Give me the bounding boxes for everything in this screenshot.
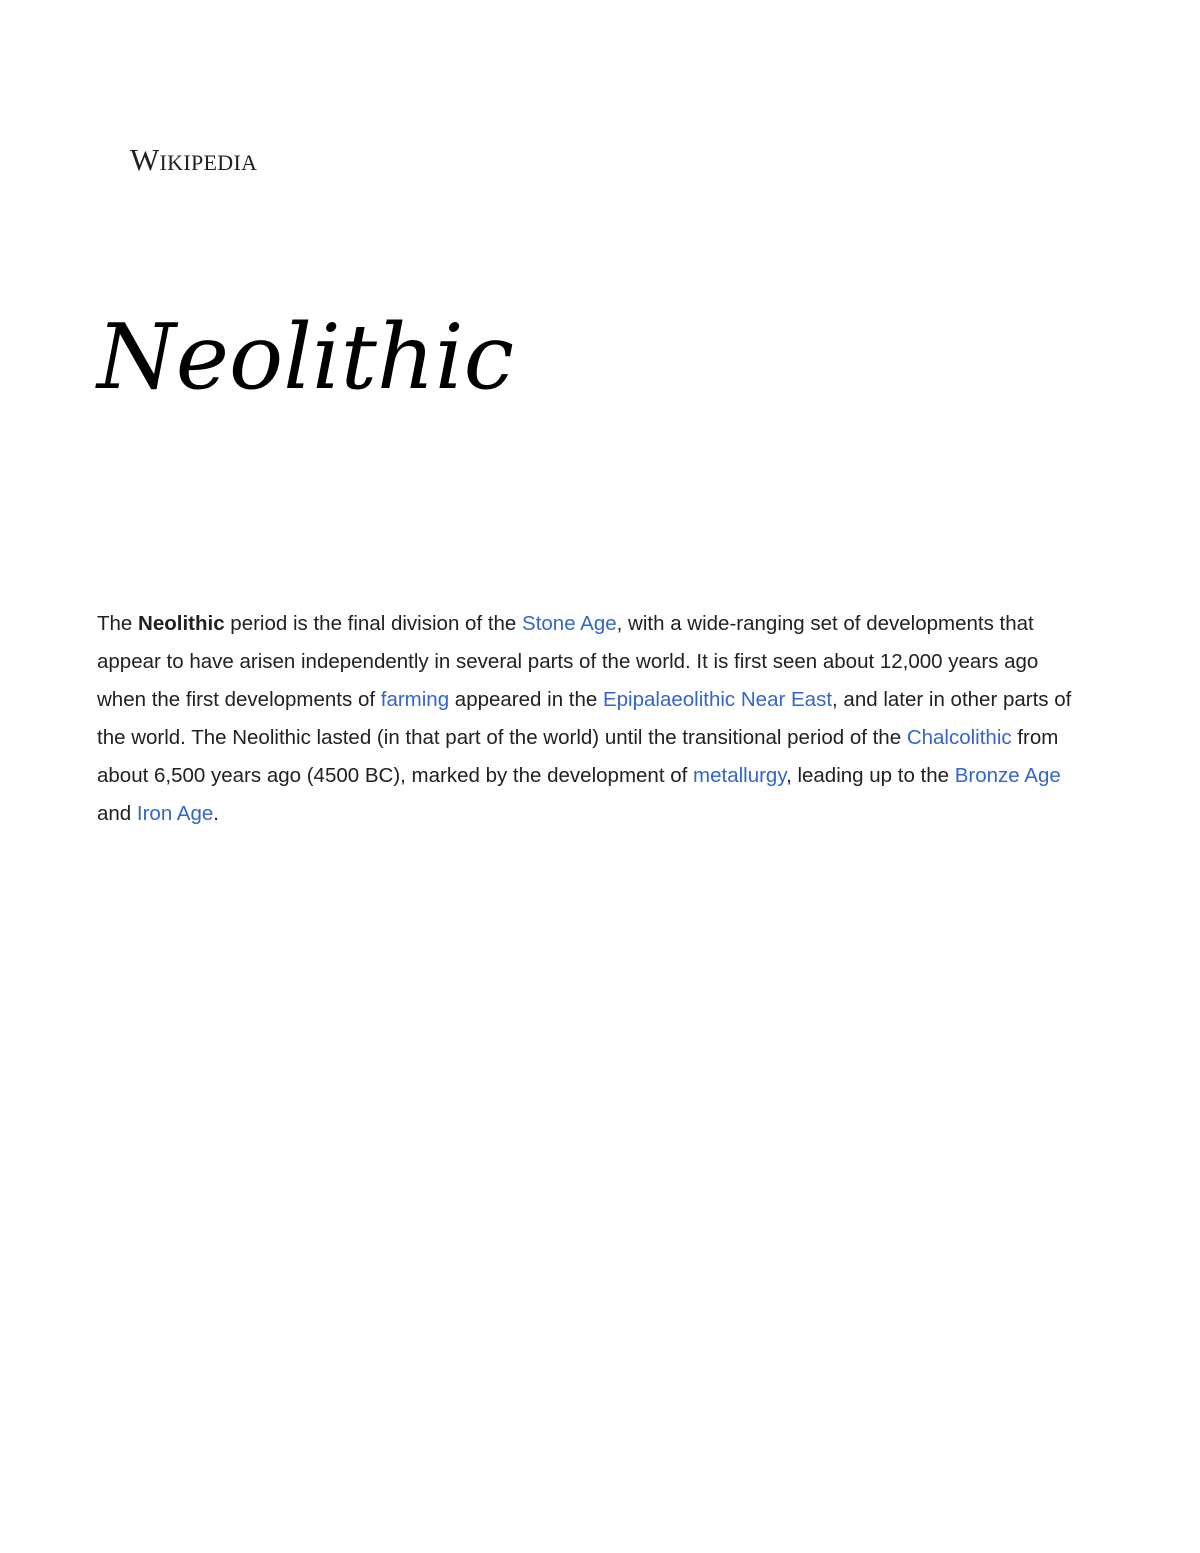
wikipedia-wordmark-logo[interactable]: Wikipedia [130, 142, 258, 177]
link-stone-age[interactable]: Stone Age [522, 612, 617, 635]
link-chalcolithic[interactable]: Chalcolithic [906, 726, 1012, 749]
link-farming[interactable]: farming [380, 688, 450, 711]
lead-text: . [213, 802, 219, 825]
link-metallurgy[interactable]: metallurgy [693, 764, 787, 787]
link-epipalaeolithic-near-east[interactable]: Epipalaeolithic Near East [602, 688, 833, 711]
link-iron-age[interactable]: Iron Age [136, 802, 214, 825]
lead-text: and [97, 802, 137, 825]
lead-text: , and later in other parts of the world. The Neolithic lasted (in that part of the world) until the transitional period of the [97, 688, 1072, 749]
lead-text: appeared in the [449, 688, 603, 711]
link-bronze-age[interactable]: Bronze Age [954, 764, 1061, 787]
lead-text: from about 6,500 years ago (4500 BC), marked by the development of [97, 726, 1059, 787]
lead-text: period is the final division of the [224, 612, 523, 635]
lead-paragraph [97, 605, 1092, 833]
lead-text: The [97, 612, 139, 635]
lead-text: , with a wide-ranging set of developments that appear to have arisen independently in several parts of the world. It is first seen about 12,000 years ago when the first developments of [97, 612, 1039, 711]
bold-term: Neolithic [138, 612, 225, 635]
article-title: Neolithic [97, 305, 515, 410]
lead-text: , leading up to the [786, 764, 955, 787]
